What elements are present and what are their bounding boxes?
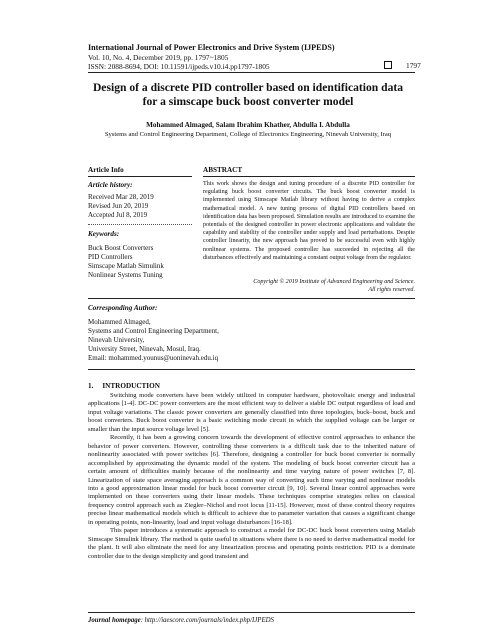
section-heading-introduction: 1. INTRODUCTION (88, 382, 160, 390)
header-rule (88, 72, 415, 73)
page-number-block (384, 61, 421, 70)
corresponding-university: Ninevah University, (88, 336, 145, 344)
body-paragraph: This paper introduces a systematic approach to construct a model for DC-DC buck boost converters using Matlab Simscape Simulink library. The method is quite useful in situations where there is no need to derive mathematical model for the plant. It will also eliminate the need for any linearization process and operating points restriction. PID is a dominate controller due to the design simplicity and good transient and (88, 527, 415, 560)
title-line-2: for a simscape buck boost converter model (142, 95, 354, 108)
corresponding-address: University Street, Ninevah, Mosul, Iraq. (88, 345, 201, 353)
journal-issn: ISSN: 2088-8694, DOI: 10.11591/ijpeds.v10.i4.pp1797-1805 (88, 62, 270, 71)
copyright-line-2: All rights reserved. (368, 287, 415, 293)
introduction-body (88, 392, 415, 561)
keyword-item: PID Controllers (88, 253, 133, 261)
keyword-item: Simscape Matlab Simulink (88, 262, 164, 270)
title-line-1: Design of a discrete PID controller based on identification data (92, 81, 404, 94)
article-info-heading: Article Info (88, 166, 124, 174)
corresponding-heading: Corresponding Author: (88, 304, 158, 312)
square-icon (384, 61, 392, 69)
body-paragraph: Switching mode converters have been widely utilized in computer hardware, photovoltaic energy and industrial applications [1-4]. DC-DC power converters are the most efficient way to deliver a stable DC output regardless of load and input voltage variations. The classic power converters are generally classified into three topologies, buck–boost, buck and boost converters. Buck boost converter is a basic switching mode circuit in which the supplied voltage can be larger or smaller than the input source voltage level [5]. (88, 392, 415, 433)
body-paragraph: Recently, it has been a growing concern towards the development of effective control approaches to enhance the behavior of power converters. However, controlling these converters is a difficult task due to the inherited nature of nonlinearity associated with power switches [6]. Therefore, designing a controller for buck boost converter is normally accomplished by approximating the dynamic model of the system. The modeling of buck boost converter circuit has a certain amount of difficulties mainly because of the nonlinearity and time varying nature of power switches [7, 8]. Linearization of state space averaging approach is a common way of converting such time varying and nonlinear models into a good approximation linear model for buck boost converter circuit [9, 10]. Several linear control approaches were implemented on these converters using their linear models. These techniques comprise strategies relies on classical frequency control approach such as Ziegler–Nichol and root locus [11-15]. However, most of these control theory requires precise linear mathematical models which is difficult to achieve due to parameter variation that causes a significant change in operating points, non-linearity, load and input voltage disturbances [16-18]. (88, 434, 415, 526)
history-divider (88, 224, 192, 225)
affiliation: Systems and Control Engineering Department, College of Electronics Engineering, Ninevah University, Iraq (104, 131, 392, 138)
history-received: Received Mar 28, 2019 (88, 193, 154, 201)
abstract-rule (203, 176, 415, 177)
history-revised: Revised Jun 20, 2019 (88, 202, 149, 210)
page-number: 1797 (406, 61, 421, 70)
article-info-rule (88, 176, 192, 177)
abstract-text: This work shows the design and tuning procedure of a discrete PID controller for regulating buck boost converter circuits. The buck boost converter model is implemented using Simscape Matlab library without having to derive a complex mathematical model. A new tuning process of digital PID controllers based on identification data has been proposed. Simulation results are introduced to examine the potentials of the designed controller in power electronic applications and validate the capability and stability of the controller under supply and load perturbations. Despite controller linearity, the new approach has proved to be successful even with highly nonlinear systems. The proposed controller has succeeded in rejecting all the disturbances effectively and maintaining a constant output voltage from the regulator. (203, 181, 415, 261)
corresponding-department: Systems and Control Engineering Department, (88, 327, 219, 335)
homepage-link[interactable]: http://iaescore.com/journals/index.php/IJPEDS (144, 617, 274, 624)
footer-rule (88, 612, 415, 613)
info-bottom-rule (88, 298, 415, 299)
keyword-item: Nonlinear Systems Tuning (88, 271, 163, 279)
journal-name: International Journal of Power Electronics and Drive System (IJPEDS) (88, 43, 335, 52)
paper-title (70, 81, 426, 109)
corresponding-name: Mohammed Almaged, (88, 318, 151, 326)
journal-homepage: Journal homepage: http://iaescore.com/journals/index.php/IJPEDS (88, 617, 274, 624)
corresponding-details (88, 318, 219, 363)
abstract-heading: ABSTRACT (203, 166, 243, 174)
journal-volume: Vol. 10, No. 4, December 2019, pp. 1797~1805 (88, 53, 229, 62)
keyword-item: Buck Boost Converters (88, 244, 154, 252)
copyright-notice (203, 278, 415, 294)
homepage-label: Journal homepage (88, 617, 141, 624)
keywords-heading: Keywords: (88, 230, 120, 238)
authors: Mohammed Almaged, Salam Ibrahim Khather, Abdulla I. Abdulla (146, 121, 350, 129)
history-heading: Article history: (88, 181, 133, 189)
corresponding-rule (88, 369, 415, 370)
history-accepted: Accepted Jul 8, 2019 (88, 211, 148, 219)
copyright-line-1: Copyright © 2019 Institute of Advanced Engineering and Science. (253, 279, 415, 285)
corresponding-email[interactable]: Email: mohammed.younus@uoninevah.edu.iq (88, 354, 219, 362)
